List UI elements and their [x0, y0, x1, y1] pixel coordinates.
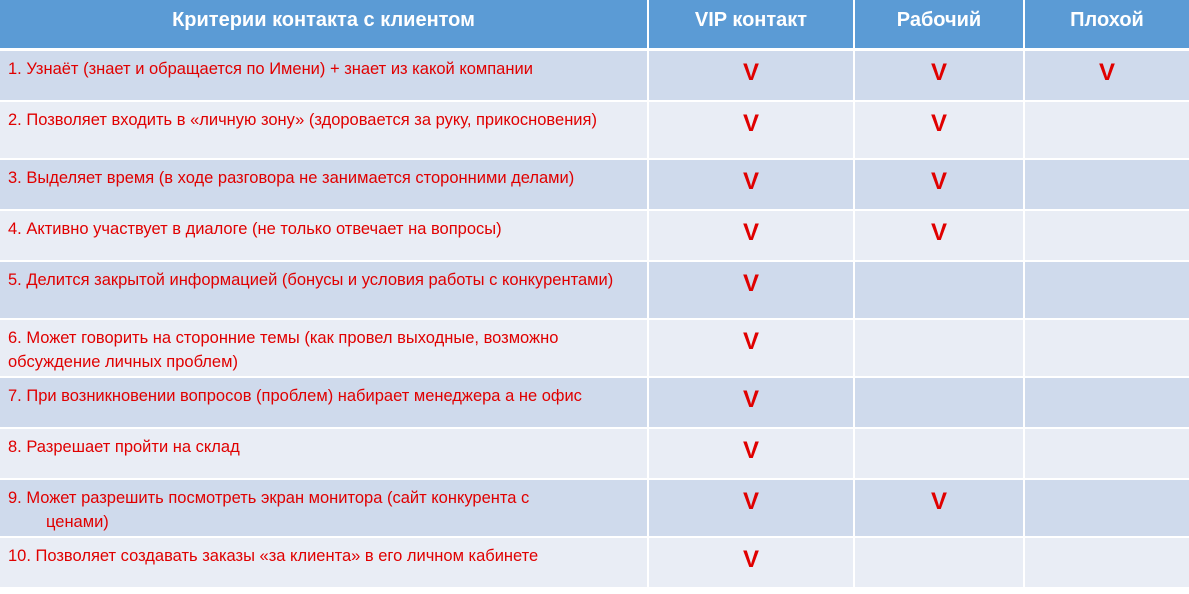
bad-mark: [1024, 319, 1189, 377]
work-mark: [854, 377, 1024, 428]
criterion-text: 2. Позволяет входить в «личную зону» (здоровается за руку, прикосновения): [8, 110, 597, 129]
vip-mark: V: [648, 377, 854, 428]
criterion-continuation: ценами): [46, 512, 109, 531]
table-row: [0, 50, 1189, 101]
criterion-cell: [0, 479, 648, 537]
criterion-cell: [0, 377, 648, 428]
criterion-text: 10. Позволяет создавать заказы «за клиента» в его личном кабинете: [8, 546, 539, 565]
vip-mark: V: [648, 428, 854, 479]
work-mark: V: [854, 210, 1024, 261]
vip-mark: V: [648, 159, 854, 210]
table-row: [0, 537, 1189, 588]
header-vip: VIP контакт: [648, 0, 854, 50]
bad-mark: [1024, 428, 1189, 479]
criterion-cell: [0, 159, 648, 210]
table-row: [0, 261, 1189, 319]
header-work: Рабочий: [854, 0, 1024, 50]
work-mark: [854, 537, 1024, 588]
work-mark: [854, 261, 1024, 319]
work-mark: V: [854, 479, 1024, 537]
table-row: [0, 159, 1189, 210]
criterion-text: 3. Выделяет время (в ходе разговора не занимается сторонними делами): [8, 168, 575, 187]
criterion-text: 4. Активно участвует в диалоге (не только отвечает на вопросы): [8, 219, 502, 238]
header-criteria: Критерии контакта с клиентом: [0, 0, 648, 50]
criterion-cell: [0, 101, 648, 159]
vip-mark: V: [648, 479, 854, 537]
work-mark: [854, 319, 1024, 377]
vip-mark: V: [648, 50, 854, 101]
work-mark: [854, 428, 1024, 479]
bad-mark: [1024, 479, 1189, 537]
criterion-cell: [0, 210, 648, 261]
criterion-text: 8. Разрешает пройти на склад: [8, 437, 240, 456]
table-row: [0, 428, 1189, 479]
bad-mark: [1024, 261, 1189, 319]
criterion-text: 1. Узнаёт (знает и обращается по Имени) + знает из какой компании: [8, 60, 533, 78]
table-row: [0, 319, 1189, 377]
table-row: [0, 377, 1189, 428]
work-mark: V: [854, 50, 1024, 101]
vip-mark: V: [648, 210, 854, 261]
criterion-cell: [0, 50, 648, 101]
work-mark: V: [854, 159, 1024, 210]
header-row: [0, 0, 1189, 50]
criterion-text: 5. Делится закрытой информацией (бонусы и условия работы с конкурентами): [8, 270, 614, 289]
criterion-text: 6. Может говорить на сторонние темы (как провел выходные, возможно обсуждение личных проблем): [8, 328, 559, 371]
table-row: [0, 479, 1189, 537]
vip-mark: V: [648, 537, 854, 588]
work-mark: V: [854, 101, 1024, 159]
header-bad: Плохой: [1024, 0, 1189, 50]
criterion-cell: [0, 319, 648, 377]
table-row: [0, 210, 1189, 261]
bad-mark: [1024, 377, 1189, 428]
vip-mark: V: [648, 319, 854, 377]
bad-mark: [1024, 101, 1189, 159]
table-row: [0, 101, 1189, 159]
criterion-cell: [0, 537, 648, 588]
criterion-cell: [0, 261, 648, 319]
criterion-cell: [0, 428, 648, 479]
criterion-text: 9. Может разрешить посмотреть экран монитора (сайт конкурента с: [8, 488, 530, 507]
criterion-text: 7. При возникновении вопросов (проблем) набирает менеджера а не офис: [8, 386, 582, 405]
vip-mark: V: [648, 261, 854, 319]
bad-mark: [1024, 210, 1189, 261]
bad-mark: [1024, 537, 1189, 588]
vip-mark: V: [648, 101, 854, 159]
bad-mark: [1024, 159, 1189, 210]
bad-mark: V: [1024, 50, 1189, 101]
